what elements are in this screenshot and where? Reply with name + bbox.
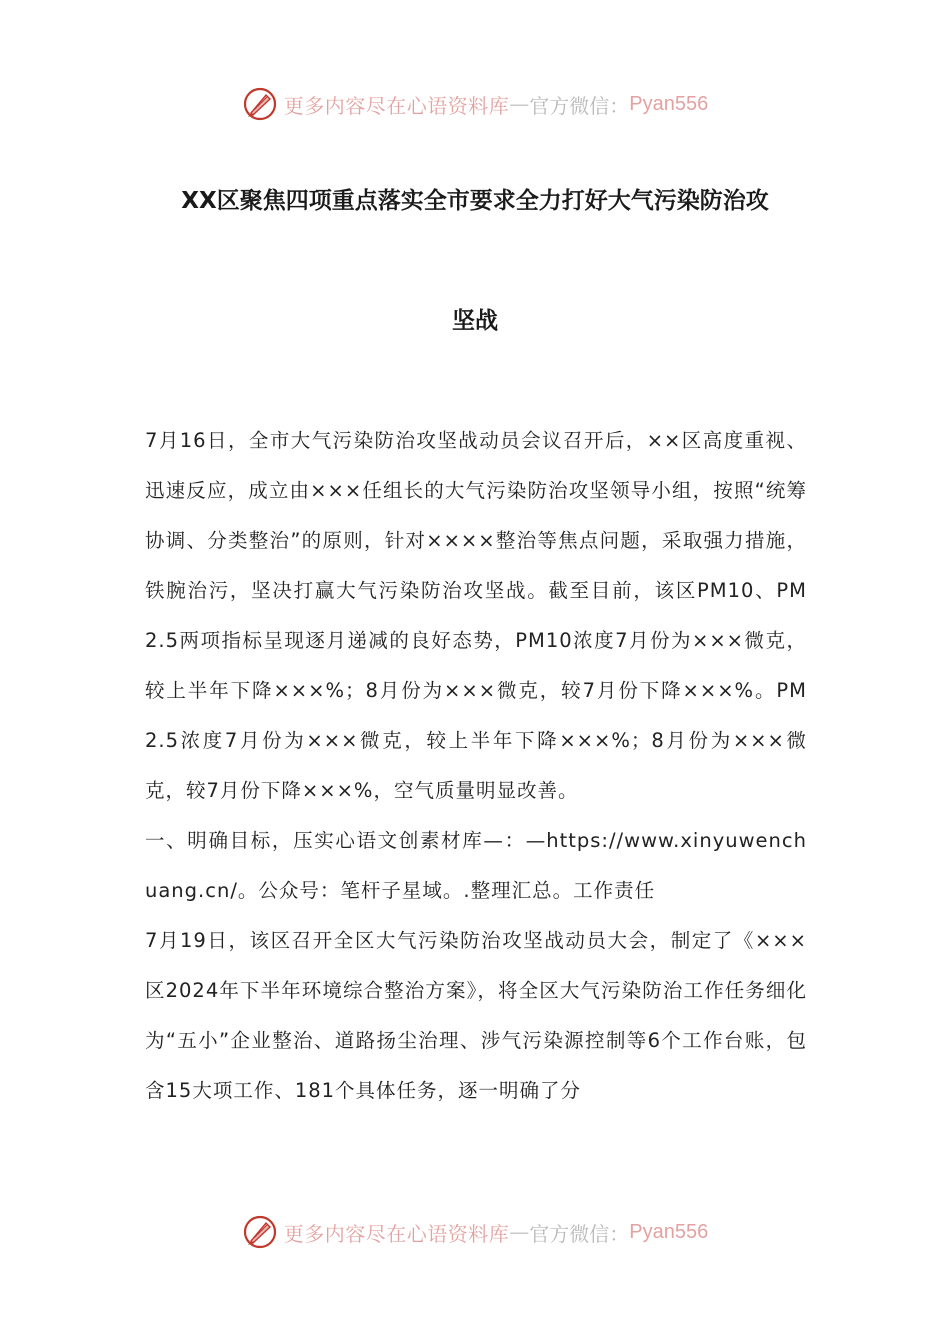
banner-wechat-id: Pyan556 (629, 92, 709, 115)
header-watermark-banner (0, 82, 950, 126)
banner-wechat-id: Pyan556 (629, 1220, 709, 1243)
banner-slogan: 更多内容尽在心语资料库 (283, 1221, 510, 1246)
banner-slogan: 更多内容尽在心语资料库 (283, 93, 510, 118)
banner-wechat-label: 官方微信： (529, 93, 630, 118)
pen-nib-logo-icon (242, 1214, 278, 1250)
document-title-line-1: XX区聚焦四项重点落实全市要求全力打好大气污染防治攻 (181, 188, 769, 214)
body-paragraph-section-heading: 一、明确目标，压实心语文创素材库—：—https://www.xinyuwenchuang.cn/。公众号：笔杆子星域。.整理汇总。工作责任 (145, 829, 807, 902)
banner-separator: — (509, 92, 530, 116)
banner-wechat-label: 官方微信： (529, 1221, 630, 1246)
document-title-line-2: 坚战 (452, 308, 498, 334)
body-paragraph-intro: 7月16日，全市大气污染防治攻坚战动员会议召开后，××区高度重视、迅速反应，成立由×××任组长的大气污染防治攻坚领导小组，按照“统筹协调、分类整治”的原则，针对××××整治等焦点问题，采取强力措施，铁腕治污，坚决打赢大气污染防治攻坚战。截至目前，该区PM10、PM2.5两项指标呈现逐月递减的良好态势，PM10浓度7月份为×××微克，较上半年下降×××%；8月份为×××微克，较7月份下降×××%。PM2.5浓度7月份为×××微克，较上半年下降×××%；8月份为×××微克，较7月份下降×××%，空气质量明显改善。 (145, 429, 807, 802)
body-paragraph-task-detail: 7月19日，该区召开全区大气污染防治攻坚战动员大会，制定了《×××区2024年下半年环境综合整治方案》，将全区大气污染防治工作任务细化为“五小”企业整治、道路扬尘治理、涉气污染源控制等6个工作台账，包含15大项工作、181个具体任务，逐一明确了分 (145, 929, 807, 1102)
footer-watermark-banner (0, 1210, 950, 1254)
banner-separator: — (509, 1220, 530, 1244)
document-body (145, 416, 807, 1116)
pen-nib-logo-icon (242, 86, 278, 122)
